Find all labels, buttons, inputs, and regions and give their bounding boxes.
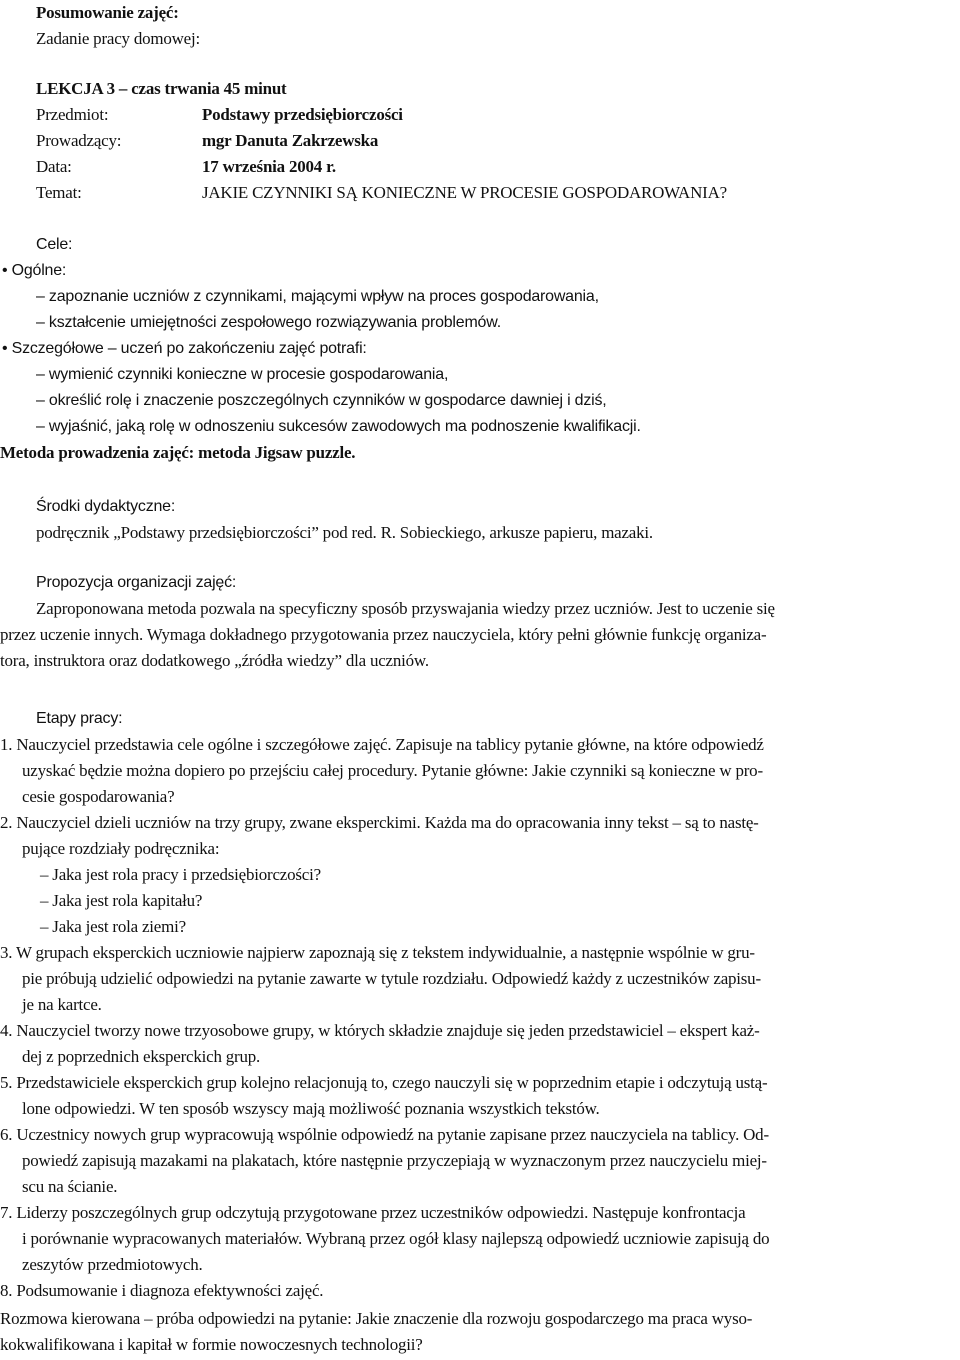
row-value: JAKIE CZYNNIKI SĄ KONIECZNE W PROCESIE GOSPODAROWANIA? bbox=[202, 183, 727, 202]
method-line: Metoda prowadzenia zajęć: metoda Jigsaw puzzle. bbox=[0, 443, 356, 462]
stage-continuation-line: je na kartce. bbox=[22, 995, 102, 1014]
stage-continuation-line: pujące rozdziały podręcznika: bbox=[22, 839, 220, 858]
lesson-info bbox=[0, 76, 960, 206]
stages-section bbox=[0, 706, 960, 1304]
lesson-row-subject bbox=[0, 102, 960, 128]
lesson-row-topic bbox=[0, 180, 960, 206]
stage-continuation-line: lone odpowiedzi. W ten sposób wszyscy mają możliwość poznania wszystkich tekstów. bbox=[22, 1099, 600, 1118]
stage-first-line: 3. W grupach eksperckich uczniowie najpierw zapoznają się z tekstem indywidualnie, a następnie wspólnie w gru- bbox=[0, 943, 755, 962]
stage-continuation-line: cesie gospodarowania? bbox=[22, 787, 175, 806]
closing-section bbox=[0, 1306, 960, 1358]
row-label: Prowadzący: bbox=[36, 131, 122, 150]
organization-line: Zaproponowana metoda pozwala na specyficzny sposób przyswajania wiedzy przez uczniów. Jest to uczenie się bbox=[36, 599, 775, 618]
stage-first-line: 4. Nauczyciel tworzy nowe trzyosobowe grupy, w których składzie znajduje się jeden przedstawiciel – ekspert każ- bbox=[0, 1021, 760, 1040]
stage-item bbox=[0, 1122, 960, 1200]
stage-first-line: 5. Przedstawiciele eksperckich grup kolejno relacjonują to, czego nauczyli się w poprzednim etapie i odczytują ustą- bbox=[0, 1073, 768, 1092]
stage-first-line: 6. Uczestnicy nowych grup wypracowują wspólnie odpowiedź na pytanie zapisane przez nauczyciela na tablicy. Od- bbox=[0, 1125, 769, 1144]
stage-continuation-line: dej z poprzednich eksperckich grup. bbox=[22, 1047, 261, 1066]
stage-item bbox=[0, 1018, 960, 1070]
closing-line: kokwalifikowana i kapitał w formie nowoczesnych technologii? bbox=[0, 1335, 423, 1354]
stage-subitem: – Jaka jest rola kapitału? bbox=[40, 891, 203, 910]
row-label: Temat: bbox=[36, 183, 82, 202]
summary-heading: Posumowanie zajęć: bbox=[36, 3, 179, 22]
stage-item bbox=[0, 1070, 960, 1122]
stage-item bbox=[0, 1278, 960, 1304]
general-goals-label: • Ogólne: bbox=[2, 262, 67, 279]
goal-item: – wymienić czynniki konieczne w procesie gospodarowania, bbox=[36, 366, 449, 383]
row-value: mgr Danuta Zakrzewska bbox=[202, 131, 379, 150]
specific-goals-label: • Szczegółowe – uczeń po zakończeniu zajęć potrafi: bbox=[2, 340, 367, 357]
stage-continuation-line: uzyskać będzie można dopiero po przejściu całej procedury. Pytanie główne: Jakie czynniki są konieczne w pro- bbox=[22, 761, 763, 780]
stage-item bbox=[0, 810, 960, 940]
row-label: Data: bbox=[36, 157, 72, 176]
stages-list bbox=[0, 732, 960, 1304]
stage-subitem: – Jaka jest rola pracy i przedsiębiorczości? bbox=[40, 865, 321, 884]
organization-line: przez uczenie innych. Wymaga dokładnego przygotowania przez nauczyciela, który pełni głównie funkcję organiza- bbox=[0, 625, 767, 644]
aids-text: podręcznik „Podstawy przedsiębiorczości” pod red. R. Sobieckiego, arkusze papieru, mazaki. bbox=[36, 523, 653, 542]
stage-item bbox=[0, 732, 960, 810]
stage-continuation-line: pie próbują udzielić odpowiedzi na pytanie zawarte w tytule rozdziału. Odpowiedź każdy z uczestników zapisu- bbox=[22, 969, 761, 988]
aids-heading: Środki dydaktyczne: bbox=[36, 498, 176, 515]
lesson-row-teacher bbox=[0, 128, 960, 154]
homework-heading: Zadanie pracy domowej: bbox=[36, 29, 200, 48]
row-value: Podstawy przedsiębiorczości bbox=[202, 105, 403, 124]
goal-item: – określić rolę i znaczenie poszczególnych czynników w gospodarce dawniej i dziś, bbox=[36, 392, 607, 409]
stage-continuation-line: i porównanie wypracowanych materiałów. Wybraną przez ogół klasy najlepszą odpowiedź uczniowie zapisują do bbox=[22, 1229, 770, 1248]
stage-item bbox=[0, 940, 960, 1018]
row-value: 17 września 2004 r. bbox=[202, 157, 336, 176]
row-label: Przedmiot: bbox=[36, 105, 109, 124]
stages-heading: Etapy pracy: bbox=[36, 710, 123, 727]
stage-first-line: 8. Podsumowanie i diagnoza efektywności zajęć. bbox=[0, 1281, 324, 1300]
goal-item: – zapoznanie uczniów z czynnikami, mającymi wpływ na proces gospodarowania, bbox=[36, 288, 599, 305]
stage-continuation-line: zeszytów przedmiotowych. bbox=[22, 1255, 203, 1274]
summary-section bbox=[0, 0, 960, 52]
stage-continuation-line: scu na ścianie. bbox=[22, 1177, 118, 1196]
aids-section bbox=[0, 494, 960, 546]
stage-continuation-line: powiedź zapisują mazakami na plakatach, które następnie przyczepiają w wyznaczonym przez nauczycielu miej- bbox=[22, 1151, 767, 1170]
closing-line: Rozmowa kierowana – próba odpowiedzi na pytanie: Jakie znaczenie dla rozwoju gospodarczego ma praca wyso- bbox=[0, 1309, 753, 1328]
stage-subitem: – Jaka jest rola ziemi? bbox=[40, 917, 186, 936]
lesson-row-date bbox=[0, 154, 960, 180]
stage-first-line: 1. Nauczyciel przedstawia cele ogólne i szczegółowe zajęć. Zapisuje na tablicy pytanie główne, na które odpowiedź bbox=[0, 735, 764, 754]
stage-first-line: 2. Nauczyciel dzieli uczniów na trzy grupy, zwane eksperckimi. Każda ma do opracowania inny tekst – są to nastę- bbox=[0, 813, 759, 832]
goal-item: – kształcenie umiejętności zespołowego rozwiązywania problemów. bbox=[36, 314, 501, 331]
stage-first-line: 7. Liderzy poszczególnych grup odczytują przygotowane przez uczestników odpowiedzi. Następuje konfrontacja bbox=[0, 1203, 746, 1222]
lesson-title: LEKCJA 3 – czas trwania 45 minut bbox=[36, 79, 287, 98]
goals-heading: Cele: bbox=[36, 236, 73, 253]
goals-section bbox=[0, 232, 960, 466]
organization-heading: Propozycja organizacji zajęć: bbox=[36, 574, 237, 591]
stage-item bbox=[0, 1200, 960, 1278]
goal-item: – wyjaśnić, jaką rolę w odnoszeniu sukcesów zawodowych ma podnoszenie kwalifikacji. bbox=[36, 418, 641, 435]
organization-line: tora, instruktora oraz dodatkowego „źródła wiedzy” dla uczniów. bbox=[0, 651, 429, 670]
organization-section bbox=[0, 570, 960, 674]
